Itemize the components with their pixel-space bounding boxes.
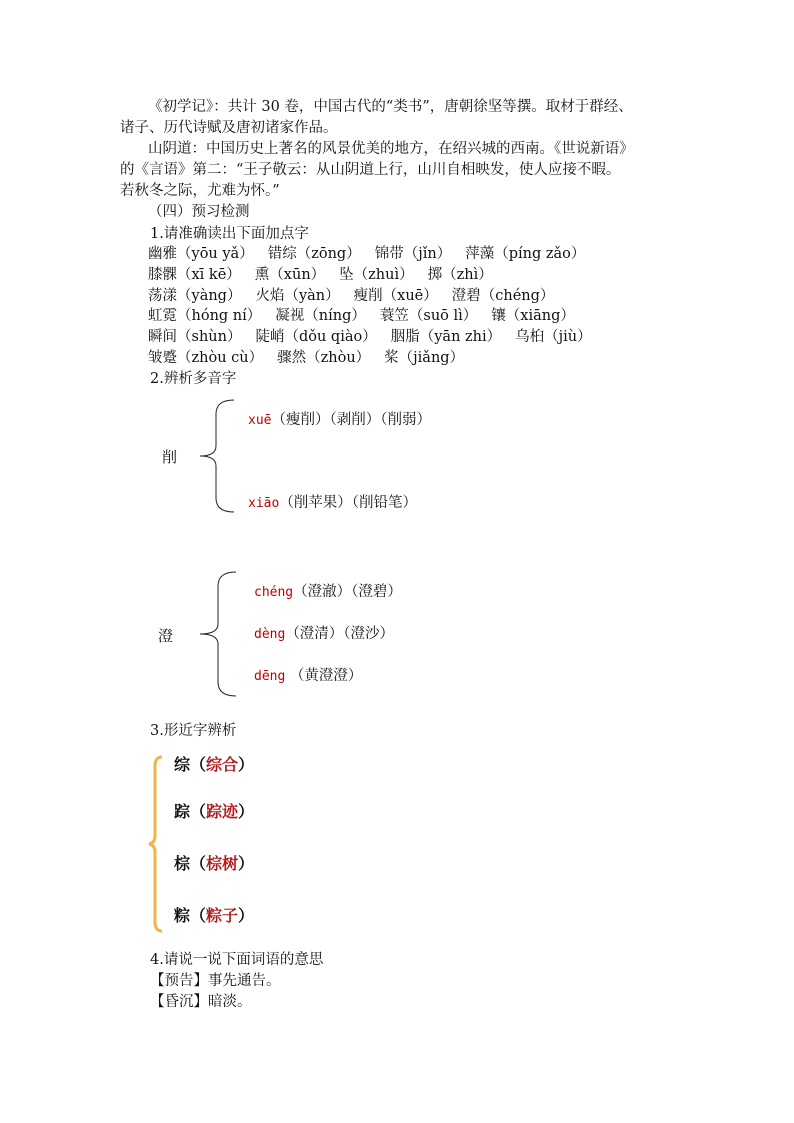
open-paren: （ [190, 854, 207, 873]
reading-item: 膝髁（xī kē） [148, 267, 241, 283]
pinyin: xiāo [248, 496, 280, 511]
reading-item: 骤然（zhòu） [277, 350, 371, 366]
open-paren: （ [190, 755, 207, 774]
reading-item: 火焰（yàn） [255, 288, 340, 304]
polyphone-char: 澄 [158, 627, 174, 645]
pinyin: xuē [248, 413, 272, 428]
polyphone-words: （澄清）（澄沙） [285, 626, 395, 642]
reading-item: 乌桕（jiù） [515, 329, 592, 345]
vocab-item: 【昏沉】暗淡。 [150, 994, 252, 1010]
polyphone-item [254, 580, 402, 601]
similar-char-row [174, 752, 254, 775]
reading-item: 坠（zhuì） [339, 267, 414, 283]
reading-item: 凝视（níng） [275, 308, 366, 324]
answer-word: 棕树 [206, 854, 239, 873]
reading-item: 瞬间（shùn） [148, 329, 242, 345]
reading-item: 蓑笠（suō lì） [379, 308, 478, 324]
question-4-title: 4.请说一说下面词语的意思 [150, 952, 324, 968]
reading-item: 错综（zōng） [267, 246, 361, 262]
pinyin: chéng [254, 585, 294, 600]
open-paren: （ [190, 802, 207, 821]
paragraph-line: 山阴道：中国历史上著名的风景优美的地方，在绍兴城的西南。《世说新语》 [148, 141, 634, 157]
reading-item: 锦带（jǐn） [374, 246, 452, 262]
close-paren: ） [238, 906, 255, 925]
reading-row [148, 327, 606, 347]
reading-item: 瘦削（xuē） [353, 288, 438, 304]
reading-item: 胭脂（yān zhi） [390, 329, 502, 345]
answer-word: 综合 [206, 755, 239, 774]
reading-item: 桨（jiǎng） [384, 350, 465, 366]
pinyin: dēng [254, 669, 286, 684]
reading-item: 虹霓（hóng ní） [148, 308, 262, 324]
polyphone-item [254, 664, 362, 685]
reading-row [148, 348, 478, 368]
reading-row [148, 265, 507, 285]
close-paren: ） [238, 802, 255, 821]
polyphone-words: （澄澈）（澄碧） [293, 584, 402, 600]
reading-item: 镶（xiāng） [491, 308, 575, 324]
paragraph-line: 的《言语》第二：“王子敬云：从山阴道上行，山川自相映发，使人应接不暇。 [120, 162, 621, 178]
reading-item: 萍藻（píng zǎo） [465, 246, 586, 262]
paragraph-line: 《初学记》：共计 30 卷，中国古代的“类书”，唐朝徐坚等撰。取材于群经、 [148, 99, 633, 115]
reading-row [148, 306, 589, 326]
reading-item: 熏（xūn） [254, 267, 326, 283]
reading-item: 澄碧（chéng） [451, 288, 555, 304]
open-paren: （ [190, 906, 207, 925]
reading-item: 幽雅（yōu yǎ） [148, 246, 254, 262]
reading-row [148, 286, 568, 306]
reading-item: 荡漾（yàng） [148, 288, 242, 304]
polyphone-item [254, 622, 394, 643]
close-paren: ） [238, 854, 255, 873]
polyphone-item [248, 491, 417, 512]
similar-char: 棕 [174, 854, 191, 873]
section-title: （四）预习检测 [148, 204, 250, 220]
polyphone-words: （瘦削）（剥削）（削弱） [271, 412, 431, 428]
similar-char-row [174, 799, 254, 822]
polyphone-char: 削 [162, 448, 178, 466]
question-2-title: 2.辨析多音字 [150, 371, 237, 387]
close-paren: ） [238, 755, 255, 774]
similar-char: 踪 [174, 802, 191, 821]
similar-char-row [174, 903, 254, 926]
paragraph-line: 诸子、历代诗赋及唐初诸家作品。 [120, 120, 338, 136]
answer-word: 踪迹 [206, 802, 239, 821]
curly-brace [198, 398, 238, 514]
pinyin: dèng [254, 627, 286, 642]
reading-item: 掷（zhì） [427, 267, 493, 283]
question-1-title: 1.请准确读出下面加点字 [150, 226, 309, 242]
reading-item: 皱蹙（zhòu cù） [148, 350, 264, 366]
similar-char: 粽 [174, 906, 191, 925]
similar-char: 综 [174, 755, 191, 774]
orange-brace [146, 754, 166, 934]
answer-word: 粽子 [206, 906, 239, 925]
reading-item: 陡峭（dǒu qiào） [255, 329, 377, 345]
similar-char-row [174, 851, 254, 874]
curly-brace [198, 570, 240, 698]
polyphone-words: （黄澄澄） [285, 668, 363, 684]
paragraph-line: 若秋冬之际，尤难为怀。” [120, 183, 280, 199]
reading-row [148, 244, 599, 264]
vocab-item: 【预告】事先通告。 [150, 973, 281, 989]
question-3-title: 3.形近字辨析 [150, 723, 237, 739]
polyphone-words: （削苹果）（削铅笔） [279, 495, 418, 511]
polyphone-item [248, 408, 431, 429]
